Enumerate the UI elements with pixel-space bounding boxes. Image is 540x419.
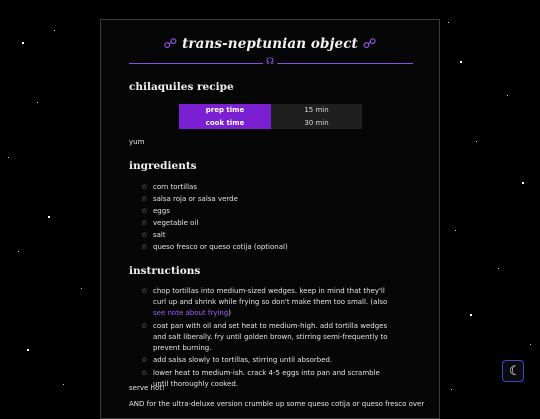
ingredients-list <box>141 181 288 253</box>
star <box>498 268 499 269</box>
star-bullet-icon: ☆ <box>141 287 148 295</box>
star <box>470 314 472 316</box>
list-item <box>141 229 288 241</box>
star <box>451 389 452 390</box>
list-item <box>141 217 288 229</box>
list-item <box>141 286 393 319</box>
node-symbol-icon: ☊ <box>266 57 274 67</box>
list-item <box>141 355 393 366</box>
step-text-end: ) <box>228 309 231 317</box>
ingredient-text: salsa roja or salsa verde <box>153 195 238 203</box>
ingredients-heading: ingredients <box>129 160 197 172</box>
star <box>81 288 82 289</box>
moon-icon: ☾ <box>509 363 517 379</box>
star <box>27 349 29 351</box>
prep-time-value: 15 min <box>271 104 362 117</box>
star <box>37 102 38 103</box>
step-text: lower heat to medium-ish. crack 4-5 eggs into pan and scramble until thoroughly cooked. <box>153 368 380 388</box>
step-text: add salsa slowly to tortillas, stirring until absorbed. <box>153 356 333 364</box>
intro-text: yum <box>129 138 145 146</box>
divider-line-left <box>129 63 263 64</box>
star <box>476 141 477 142</box>
ingredient-text: salt <box>153 231 166 239</box>
time-table <box>179 104 362 129</box>
table-row <box>179 117 362 130</box>
serve-text: serve hot! <box>129 384 165 392</box>
ingredient-text: eggs <box>153 207 170 215</box>
cook-time-value: 30 min <box>271 117 362 130</box>
table-row <box>179 104 362 117</box>
star <box>18 251 19 252</box>
deluxe-text: AND for the ultra-deluxe version crumble up some queso cotija or queso fresco over <box>129 400 425 408</box>
star-bullet-icon: ☆ <box>141 219 148 227</box>
star <box>48 216 50 218</box>
star <box>8 157 9 158</box>
conjunction-symbol-icon: ☍ <box>362 36 377 52</box>
star <box>522 182 524 184</box>
star-bullet-icon: ☆ <box>141 356 148 364</box>
star-bullet-icon: ☆ <box>141 243 148 251</box>
star <box>530 344 531 345</box>
step-text: coat pan with oil and set heat to medium-high. add tortilla wedges and salt liberally. fry until golden brown, stirring semi-frequently to prevent burning. <box>153 321 388 352</box>
star <box>63 384 64 385</box>
star-bullet-icon: ☆ <box>141 195 148 203</box>
frying-note-link[interactable]: see note about frying <box>153 309 229 317</box>
conjunction-symbol-icon: ☍ <box>163 36 178 52</box>
main-content-card <box>100 19 440 419</box>
ingredient-text: vegetable oil <box>153 219 199 227</box>
instructions-heading: instructions <box>129 265 201 277</box>
list-item <box>141 241 288 253</box>
recipe-title: chilaquiles recipe <box>129 81 234 93</box>
list-item <box>141 368 393 390</box>
ingredient-text: corn tortillas <box>153 183 197 191</box>
star-bullet-icon: ☆ <box>141 231 148 239</box>
star <box>455 230 456 231</box>
star <box>448 22 449 23</box>
ingredient-text: queso fresco or queso cotija (optional) <box>153 243 288 251</box>
prep-time-label: prep time <box>179 104 271 117</box>
star-bullet-icon: ☆ <box>141 321 148 330</box>
divider-line-right <box>277 63 413 64</box>
star <box>460 61 462 63</box>
step-text: chop tortillas into medium-sized wedges. keep in mind that they'll curl up and shrink while frying so don't make them too small. (also <box>153 287 388 306</box>
star <box>54 30 55 31</box>
star-bullet-icon: ☆ <box>141 207 148 215</box>
list-item <box>141 205 288 217</box>
cook-time-label: cook time <box>179 117 271 130</box>
star-bullet-icon: ☆ <box>141 183 148 191</box>
star-bullet-icon: ☆ <box>141 368 148 377</box>
star <box>507 95 508 96</box>
site-title[interactable] <box>101 36 439 52</box>
list-item <box>141 181 288 193</box>
star <box>22 42 24 44</box>
list-item <box>141 321 393 354</box>
site-title-text[interactable]: trans-neptunian object <box>182 36 358 52</box>
instructions-list <box>141 286 393 391</box>
theme-toggle-button[interactable] <box>502 360 524 382</box>
list-item <box>141 193 288 205</box>
